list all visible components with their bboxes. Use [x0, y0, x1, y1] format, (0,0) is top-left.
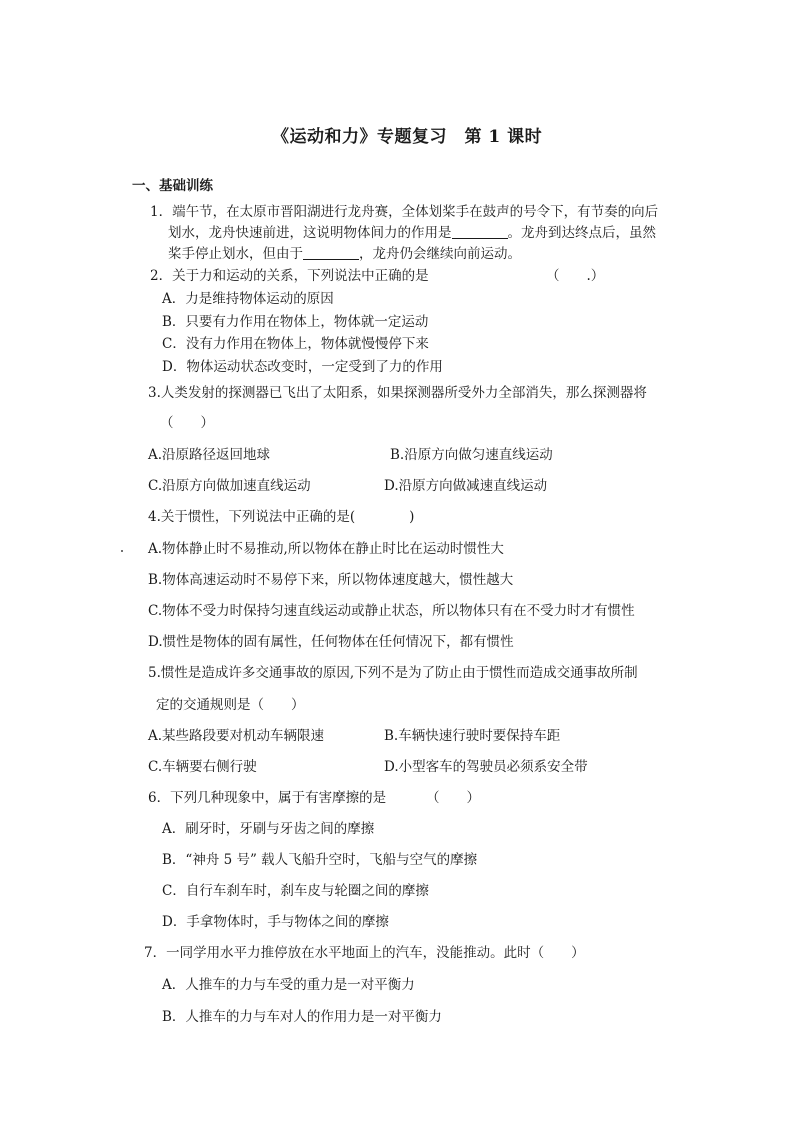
q3-stem: 3.人类发射的探测器已飞出了太阳系，如果探测器所受外力全部消失，那么探测器将 — [148, 385, 647, 401]
q4-option-b: B.物体高速运动时不易停下来，所以物体速度越大，惯性越大 — [148, 572, 514, 588]
q6-option-b: B．“神舟 5 号” 载人飞船升空时，飞船与空气的摩擦 — [162, 852, 478, 868]
q1-line2 — [168, 224, 656, 242]
q3-answer-paren: （ ） — [160, 415, 214, 431]
q4-option-a: A.物体静止时不易推动,所以物体在静止时比在运动时惯性大 — [148, 541, 504, 557]
q4-option-d: D.惯性是物体的固有属性，任何物体在任何情况下，都有惯性 — [148, 634, 514, 650]
q3-option-c: C.沿原方向做加速直线运动 — [148, 478, 311, 494]
q2-option-b: B．只要有力作用在物体上，物体就一定运动 — [162, 314, 429, 330]
q1-line3 — [168, 245, 521, 263]
q5-option-a: A.某些路段要对机动车辆限速 — [148, 728, 325, 744]
q4-option-c: C.物体不受力时保持匀速直线运动或静止状态，所以物体只有在不受力时才有惯性 — [148, 603, 635, 619]
q5-option-c: C.车辆要右侧行驶 — [148, 759, 257, 775]
q1-line1: 1．端午节，在太原市晋阳湖进行龙舟赛，全体划桨手在鼓声的号令下，有节奏的向后 — [150, 204, 659, 220]
q3-option-a: A.沿原路径返回地球 — [148, 447, 271, 463]
q2-stem: 2．关于力和运动的关系，下列说法中正确的是 — [150, 268, 429, 284]
q6-option-c: C．自行车刹车时，刹车皮与轮圈之间的摩擦 — [162, 883, 429, 899]
q2-option-c: C．没有力作用在物体上，物体就慢慢停下来 — [162, 336, 429, 352]
q6-stem: 6．下列几种现象中，属于有害摩擦的是 — [148, 790, 387, 806]
page-title: 《运动和力》专题复习 第 1 课时 — [272, 127, 543, 147]
q1-line2-b: 。龙舟到达终点后，虽然 — [507, 225, 656, 241]
q5-line2: 定的交通规则是（ ） — [156, 697, 305, 713]
q2-option-a: A．力是维持物体运动的原因 — [162, 291, 334, 307]
q2-answer-paren: （ .） — [546, 268, 605, 284]
q5-option-b: B.车辆快速行驶时要保持车距 — [384, 728, 561, 744]
q6-option-a: A．刷牙时，牙刷与牙齿之间的摩擦 — [162, 821, 375, 837]
stray-dot — [121, 550, 123, 552]
q5-line1: 5.惯性是造成许多交通事故的原因,下列不是为了防止由于惯性而造成交通事故所制 — [148, 665, 638, 681]
q7-option-a: A．人推车的力与车受的重力是一对平衡力 — [162, 977, 415, 993]
q1-line2-a: 划水，龙舟快速前进，这说明物体间力的作用是 — [168, 225, 452, 241]
q6-answer-paren: （ ） — [426, 790, 480, 806]
q3-option-d: D.沿原方向做减速直线运动 — [384, 478, 548, 494]
q3-option-b: B.沿原方向做匀速直线运动 — [390, 447, 553, 463]
q7-option-b: B．人推车的力与车对人的作用力是一对平衡力 — [162, 1009, 442, 1025]
q5-option-d: D.小型客车的驾驶员必须系安全带 — [384, 759, 588, 775]
q2-option-d: D．物体运动状态改变时，一定受到了力的作用 — [162, 359, 443, 375]
section-heading: 一、基础训练 — [132, 178, 213, 194]
q4-stem: 4.关于惯性，下列说法中正确的是( ) — [148, 509, 415, 525]
q1-line3-b: ，龙舟仍会继续向前运动。 — [359, 246, 521, 262]
q7-stem: 7．一同学用水平力推停放在水平地面上的汽车，没能推动。此时（ ） — [144, 945, 585, 961]
q6-option-d: D．手拿物体时，手与物体之间的摩擦 — [162, 914, 389, 930]
q1-line3-a: 桨手停止划水，但由于 — [168, 246, 303, 262]
q1-blank-1 — [452, 224, 508, 239]
q1-blank-2 — [303, 245, 359, 260]
